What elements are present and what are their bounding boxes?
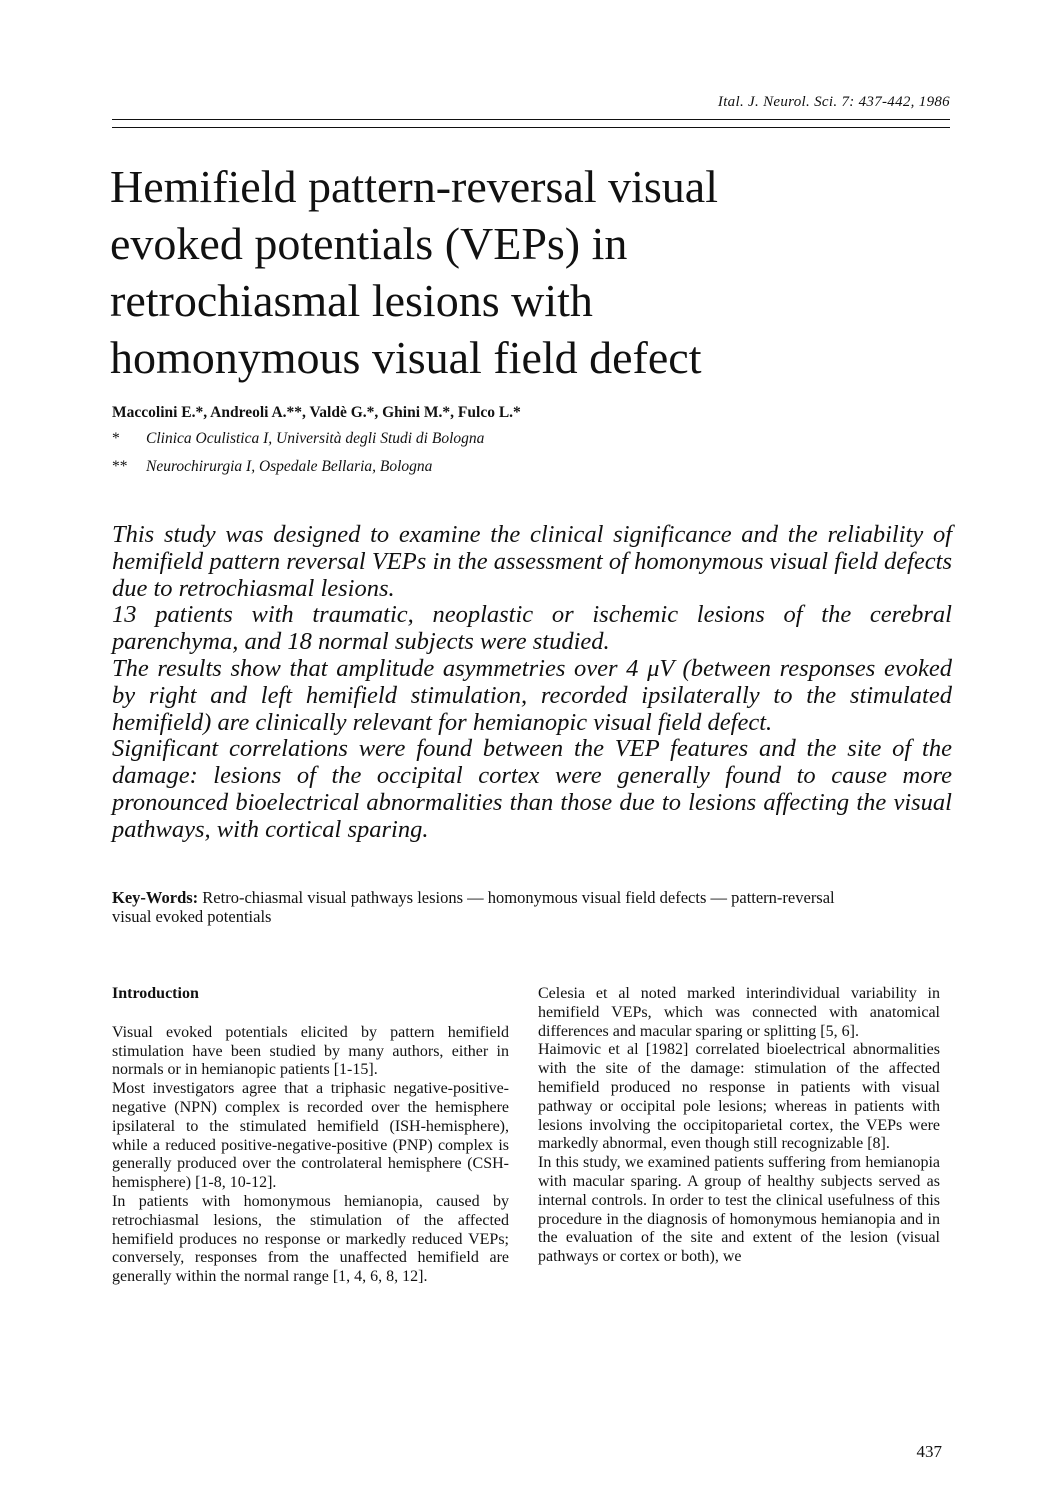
abstract-paragraph: Significant correlations were found between the VEP features and the site of the damage: lesions of the occipital cortex were generally found to cause more pronounced bioelectrical abnormalities than those due to lesions affecting the visual pathways, with cortical sparing.: [112, 735, 952, 843]
author-list: Maccolini E.*, Andreoli A.**, Valdè G.*, Ghini M.*, Fulco L.*: [112, 404, 521, 421]
abstract: [112, 522, 952, 844]
left-column: [112, 985, 509, 1287]
right-column: [538, 985, 940, 1267]
title-line: Hemifield pattern-reversal visual: [110, 161, 718, 212]
body-paragraph: Visual evoked potentials elicited by pattern hemifield stimulation have been studied by many authors, either in normals or in hemianopic patients [1-15].: [112, 1023, 509, 1079]
affiliation-2: [112, 458, 432, 476]
journal-reference: Ital. J. Neurol. Sci. 7: 437-442, 1986: [717, 94, 950, 110]
abstract-paragraph: 13 patients with traumatic, neoplastic or ischemic lesions of the cerebral parenchyma, and 18 normal subjects were studied.: [112, 601, 952, 656]
affiliation-mark: *: [112, 430, 120, 447]
affiliation-text: Neurochirurgia I, Ospedale Bellaria, Bologna: [146, 458, 433, 475]
body-paragraph: Most investigators agree that a triphasic negative-positive-negative (NPN) complex is recorded over the hemisphere ipsilateral to the stimulated hemifield (ISH-hemisphere), while a reduced positive-negative-positive (PNP) complex is generally produced over the controlateral hemisphere (CSH-hemisphere) [1-8, 10-12].: [112, 1080, 509, 1192]
affiliation-text: Clinica Oculistica I, Università degli Studi di Bologna: [146, 430, 485, 447]
body-paragraph: In this study, we examined patients suffering from hemianopia with macular sparing. A group of healthy subjects served as internal controls. In order to test the clinical usefulness of this procedure in the diagnosis of homonymous hemianopia and in the evaluation of the site and extent of the lesion (visual pathways or cortex or both), we: [538, 1154, 940, 1266]
abstract-paragraph: This study was designed to examine the clinical significance and the reliability of hemifield pattern reversal VEPs in the assessment of homonymous visual field defects due to retrochiasmal lesions.: [112, 521, 952, 602]
section-heading: Introduction: [112, 985, 199, 1002]
keywords-label: Key-Words:: [112, 888, 199, 907]
keywords-text: Retro-chiasmal visual pathways lesions — homonymous visual field defects — pattern-reversal visual evoked potentials: [112, 888, 835, 926]
article-title: [110, 158, 930, 386]
affiliation-mark: **: [112, 458, 128, 475]
title-line: evoked potentials (VEPs) in: [110, 218, 628, 269]
header-rule-top: [112, 119, 950, 120]
title-line: homonymous visual field defect: [110, 332, 702, 383]
header-rule-bottom: [112, 127, 950, 128]
abstract-paragraph: The results show that amplitude asymmetries over 4 μV (between responses evoked by right and left hemifield stimulation, recorded ipsilaterally to the stimulated hemifield) are clinically relevant for hemianopic visual field defect.: [112, 654, 952, 736]
page-number: 437: [916, 1442, 942, 1461]
body-paragraph: Haimovic et al [1982] correlated bioelectrical abnormalities with the site of the damage: stimulation of the affected hemifield produced no response in patients with visual pathway or occipital pole lesions; whereas in patients with lesions involving the occipitoparietal cortex, the VEPs were markedly abnormal, even though still recognizable [8].: [538, 1041, 940, 1153]
body-paragraph: Celesia et al noted marked interindividual variability in hemifield VEPs, which was connected with anatomical differences and macular sparing or splitting [5, 6].: [538, 985, 940, 1040]
affiliation-1: [112, 430, 484, 448]
body-paragraph: In patients with homonymous hemianopia, caused by retrochiasmal lesions, the stimulation of the affected hemifield produces no response or markedly reduced VEPs; conversely, responses from the unaffected hemifield are generally within the normal range [1, 4, 6, 8, 12].: [112, 1192, 509, 1286]
keywords: [112, 888, 872, 926]
title-line: retrochiasmal lesions with: [110, 275, 593, 326]
